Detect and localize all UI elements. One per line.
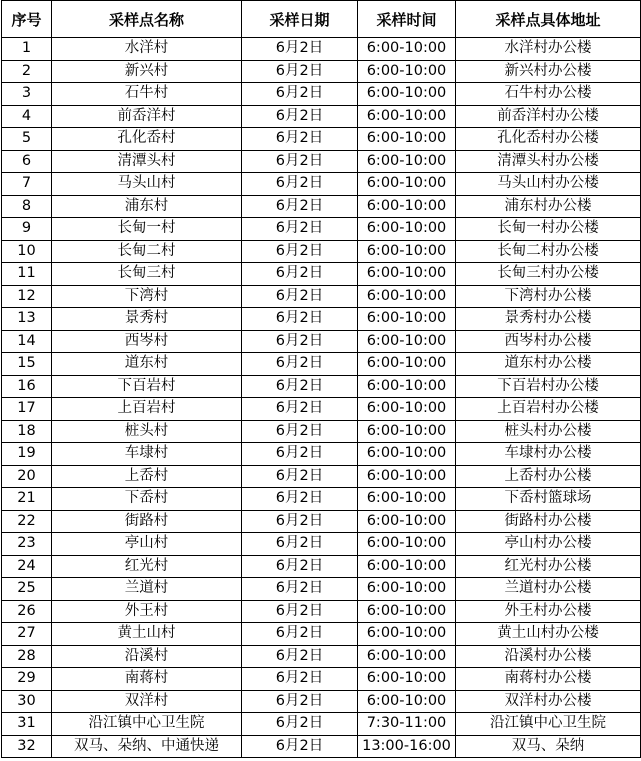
cell-site-name: 下湾村 (52, 285, 242, 308)
cell-sample-date: 6月2日 (242, 510, 358, 533)
cell-sample-date: 6月2日 (242, 623, 358, 646)
table-row (2, 420, 641, 443)
table-row (2, 330, 641, 353)
cell-sample-date: 6月2日 (242, 420, 358, 443)
table-row (2, 308, 641, 331)
header-sample-time: 采样时间 (358, 1, 456, 38)
table-row (2, 443, 641, 466)
cell-site-name: 上岙村 (52, 465, 242, 488)
cell-index: 5 (2, 128, 52, 151)
cell-index: 8 (2, 195, 52, 218)
cell-sample-time: 6:00-10:00 (358, 420, 456, 443)
table-row (2, 105, 641, 128)
cell-index: 4 (2, 105, 52, 128)
header-sample-date: 采样日期 (242, 1, 358, 38)
cell-site-name: 下百岩村 (52, 375, 242, 398)
cell-site-name: 沿溪村 (52, 645, 242, 668)
table-row (2, 735, 641, 758)
table-row (2, 645, 641, 668)
cell-sample-date: 6月2日 (242, 690, 358, 713)
cell-sample-time: 6:00-10:00 (358, 240, 456, 263)
cell-sample-time: 6:00-10:00 (358, 645, 456, 668)
cell-index: 20 (2, 465, 52, 488)
table-row (2, 218, 641, 241)
table-row (2, 398, 641, 421)
cell-index: 22 (2, 510, 52, 533)
table-row (2, 38, 641, 61)
cell-sample-date: 6月2日 (242, 645, 358, 668)
cell-index: 30 (2, 690, 52, 713)
cell-sample-time: 6:00-10:00 (358, 173, 456, 196)
table-row (2, 510, 641, 533)
cell-sample-time: 6:00-10:00 (358, 510, 456, 533)
cell-sample-time: 6:00-10:00 (358, 128, 456, 151)
cell-site-name: 马头山村 (52, 173, 242, 196)
cell-index: 1 (2, 38, 52, 61)
cell-site-name: 红光村 (52, 555, 242, 578)
cell-site-address: 上百岩村办公楼 (456, 398, 641, 421)
cell-index: 12 (2, 285, 52, 308)
cell-sample-time: 6:00-10:00 (358, 105, 456, 128)
cell-index: 24 (2, 555, 52, 578)
cell-index: 16 (2, 375, 52, 398)
cell-index: 18 (2, 420, 52, 443)
table-row (2, 263, 641, 286)
table-row (2, 150, 641, 173)
table-row (2, 600, 641, 623)
cell-site-name: 外王村 (52, 600, 242, 623)
cell-index: 14 (2, 330, 52, 353)
cell-sample-time: 6:00-10:00 (358, 38, 456, 61)
cell-sample-time: 6:00-10:00 (358, 443, 456, 466)
cell-site-name: 兰道村 (52, 578, 242, 601)
cell-site-name: 前岙洋村 (52, 105, 242, 128)
cell-site-name: 街路村 (52, 510, 242, 533)
cell-site-address: 西岑村办公楼 (456, 330, 641, 353)
table-row (2, 173, 641, 196)
cell-sample-time: 6:00-10:00 (358, 488, 456, 511)
cell-site-address: 下湾村办公楼 (456, 285, 641, 308)
cell-sample-date: 6月2日 (242, 150, 358, 173)
cell-index: 19 (2, 443, 52, 466)
cell-index: 2 (2, 60, 52, 83)
cell-sample-date: 6月2日 (242, 375, 358, 398)
table-header-row (2, 1, 641, 38)
cell-site-name: 长甸二村 (52, 240, 242, 263)
table-row (2, 668, 641, 691)
header-site-name: 采样点名称 (52, 1, 242, 38)
cell-index: 32 (2, 735, 52, 758)
cell-site-address: 前岙洋村办公楼 (456, 105, 641, 128)
cell-site-address: 黄土山村办公楼 (456, 623, 641, 646)
header-site-address: 采样点具体地址 (456, 1, 641, 38)
cell-sample-date: 6月2日 (242, 105, 358, 128)
table-row (2, 60, 641, 83)
cell-site-name: 清潭头村 (52, 150, 242, 173)
cell-sample-time: 6:00-10:00 (358, 353, 456, 376)
cell-index: 10 (2, 240, 52, 263)
table-row (2, 240, 641, 263)
cell-site-address: 长甸一村办公楼 (456, 218, 641, 241)
cell-sample-time: 6:00-10:00 (358, 623, 456, 646)
cell-site-address: 孔化岙村办公楼 (456, 128, 641, 151)
cell-sample-date: 6月2日 (242, 173, 358, 196)
cell-sample-time: 7:30-11:00 (358, 713, 456, 736)
cell-index: 6 (2, 150, 52, 173)
cell-sample-time: 6:00-10:00 (358, 555, 456, 578)
table-row (2, 465, 641, 488)
cell-site-address: 新兴村办公楼 (456, 60, 641, 83)
cell-index: 13 (2, 308, 52, 331)
cell-sample-date: 6月2日 (242, 600, 358, 623)
cell-site-address: 街路村办公楼 (456, 510, 641, 533)
cell-index: 29 (2, 668, 52, 691)
cell-sample-date: 6月2日 (242, 308, 358, 331)
cell-site-address: 沿江镇中心卫生院 (456, 713, 641, 736)
cell-index: 21 (2, 488, 52, 511)
cell-index: 15 (2, 353, 52, 376)
cell-sample-time: 6:00-10:00 (358, 195, 456, 218)
cell-site-address: 清潭头村办公楼 (456, 150, 641, 173)
cell-sample-date: 6月2日 (242, 353, 358, 376)
cell-site-address: 双马、朵纳 (456, 735, 641, 758)
cell-sample-time: 6:00-10:00 (358, 285, 456, 308)
cell-site-address: 长甸二村办公楼 (456, 240, 641, 263)
cell-site-name: 浦东村 (52, 195, 242, 218)
cell-sample-date: 6月2日 (242, 263, 358, 286)
cell-index: 17 (2, 398, 52, 421)
cell-site-address: 外王村办公楼 (456, 600, 641, 623)
cell-sample-time: 6:00-10:00 (358, 398, 456, 421)
cell-sample-time: 13:00-16:00 (358, 735, 456, 758)
cell-site-address: 水洋村办公楼 (456, 38, 641, 61)
cell-site-name: 石牛村 (52, 83, 242, 106)
cell-sample-time: 6:00-10:00 (358, 60, 456, 83)
cell-site-address: 下岙村篮球场 (456, 488, 641, 511)
cell-site-name: 沿江镇中心卫生院 (52, 713, 242, 736)
cell-site-address: 道东村办公楼 (456, 353, 641, 376)
cell-site-name: 水洋村 (52, 38, 242, 61)
cell-site-name: 道东村 (52, 353, 242, 376)
cell-sample-date: 6月2日 (242, 735, 358, 758)
cell-site-address: 双洋村办公楼 (456, 690, 641, 713)
cell-sample-date: 6月2日 (242, 488, 358, 511)
cell-site-address: 南蒋村办公楼 (456, 668, 641, 691)
table-row (2, 488, 641, 511)
cell-index: 9 (2, 218, 52, 241)
cell-sample-time: 6:00-10:00 (358, 600, 456, 623)
cell-sample-time: 6:00-10:00 (358, 668, 456, 691)
cell-sample-date: 6月2日 (242, 555, 358, 578)
cell-site-address: 景秀村办公楼 (456, 308, 641, 331)
cell-sample-date: 6月2日 (242, 668, 358, 691)
table-row (2, 713, 641, 736)
cell-sample-time: 6:00-10:00 (358, 578, 456, 601)
sampling-schedule-table (1, 0, 641, 758)
table-row (2, 690, 641, 713)
table-row (2, 578, 641, 601)
cell-site-name: 新兴村 (52, 60, 242, 83)
table-row (2, 128, 641, 151)
cell-index: 27 (2, 623, 52, 646)
cell-site-address: 下百岩村办公楼 (456, 375, 641, 398)
cell-index: 11 (2, 263, 52, 286)
cell-site-address: 石牛村办公楼 (456, 83, 641, 106)
table-row (2, 533, 641, 556)
table-row (2, 375, 641, 398)
cell-site-name: 长甸一村 (52, 218, 242, 241)
cell-index: 7 (2, 173, 52, 196)
cell-sample-time: 6:00-10:00 (358, 308, 456, 331)
cell-sample-date: 6月2日 (242, 128, 358, 151)
cell-site-name: 景秀村 (52, 308, 242, 331)
cell-site-address: 沿溪村办公楼 (456, 645, 641, 668)
table-row (2, 555, 641, 578)
cell-site-name: 南蒋村 (52, 668, 242, 691)
cell-site-name: 亭山村 (52, 533, 242, 556)
cell-site-address: 长甸三村办公楼 (456, 263, 641, 286)
cell-site-address: 浦东村办公楼 (456, 195, 641, 218)
cell-site-address: 红光村办公楼 (456, 555, 641, 578)
cell-sample-time: 6:00-10:00 (358, 263, 456, 286)
cell-site-name: 西岑村 (52, 330, 242, 353)
cell-site-name: 长甸三村 (52, 263, 242, 286)
cell-site-name: 桩头村 (52, 420, 242, 443)
cell-index: 23 (2, 533, 52, 556)
cell-index: 3 (2, 83, 52, 106)
cell-sample-date: 6月2日 (242, 330, 358, 353)
cell-site-address: 桩头村办公楼 (456, 420, 641, 443)
cell-sample-date: 6月2日 (242, 38, 358, 61)
cell-index: 25 (2, 578, 52, 601)
cell-site-address: 马头山村办公楼 (456, 173, 641, 196)
cell-sample-date: 6月2日 (242, 533, 358, 556)
cell-sample-time: 6:00-10:00 (358, 375, 456, 398)
cell-site-address: 兰道村办公楼 (456, 578, 641, 601)
cell-sample-time: 6:00-10:00 (358, 150, 456, 173)
cell-sample-date: 6月2日 (242, 443, 358, 466)
table-row (2, 195, 641, 218)
cell-site-name: 孔化岙村 (52, 128, 242, 151)
cell-sample-time: 6:00-10:00 (358, 465, 456, 488)
cell-site-name: 下岙村 (52, 488, 242, 511)
cell-site-name: 上百岩村 (52, 398, 242, 421)
cell-sample-time: 6:00-10:00 (358, 218, 456, 241)
cell-sample-date: 6月2日 (242, 465, 358, 488)
cell-sample-date: 6月2日 (242, 83, 358, 106)
cell-sample-date: 6月2日 (242, 218, 358, 241)
cell-sample-time: 6:00-10:00 (358, 83, 456, 106)
cell-sample-date: 6月2日 (242, 713, 358, 736)
cell-site-address: 亭山村办公楼 (456, 533, 641, 556)
cell-site-name: 车埭村 (52, 443, 242, 466)
cell-sample-date: 6月2日 (242, 195, 358, 218)
cell-index: 26 (2, 600, 52, 623)
cell-sample-date: 6月2日 (242, 60, 358, 83)
table-row (2, 285, 641, 308)
cell-site-name: 双马、朵纳、中通快递 (52, 735, 242, 758)
cell-site-address: 车埭村办公楼 (456, 443, 641, 466)
cell-site-address: 上岙村办公楼 (456, 465, 641, 488)
header-index: 序号 (2, 1, 52, 38)
cell-sample-date: 6月2日 (242, 240, 358, 263)
cell-site-name: 双洋村 (52, 690, 242, 713)
table-row (2, 353, 641, 376)
cell-sample-date: 6月2日 (242, 578, 358, 601)
cell-index: 28 (2, 645, 52, 668)
table-row (2, 83, 641, 106)
cell-sample-time: 6:00-10:00 (358, 533, 456, 556)
cell-sample-date: 6月2日 (242, 285, 358, 308)
table-body (2, 38, 641, 758)
cell-sample-date: 6月2日 (242, 398, 358, 421)
cell-site-name: 黄土山村 (52, 623, 242, 646)
cell-sample-time: 6:00-10:00 (358, 690, 456, 713)
table-row (2, 623, 641, 646)
cell-index: 31 (2, 713, 52, 736)
cell-sample-time: 6:00-10:00 (358, 330, 456, 353)
